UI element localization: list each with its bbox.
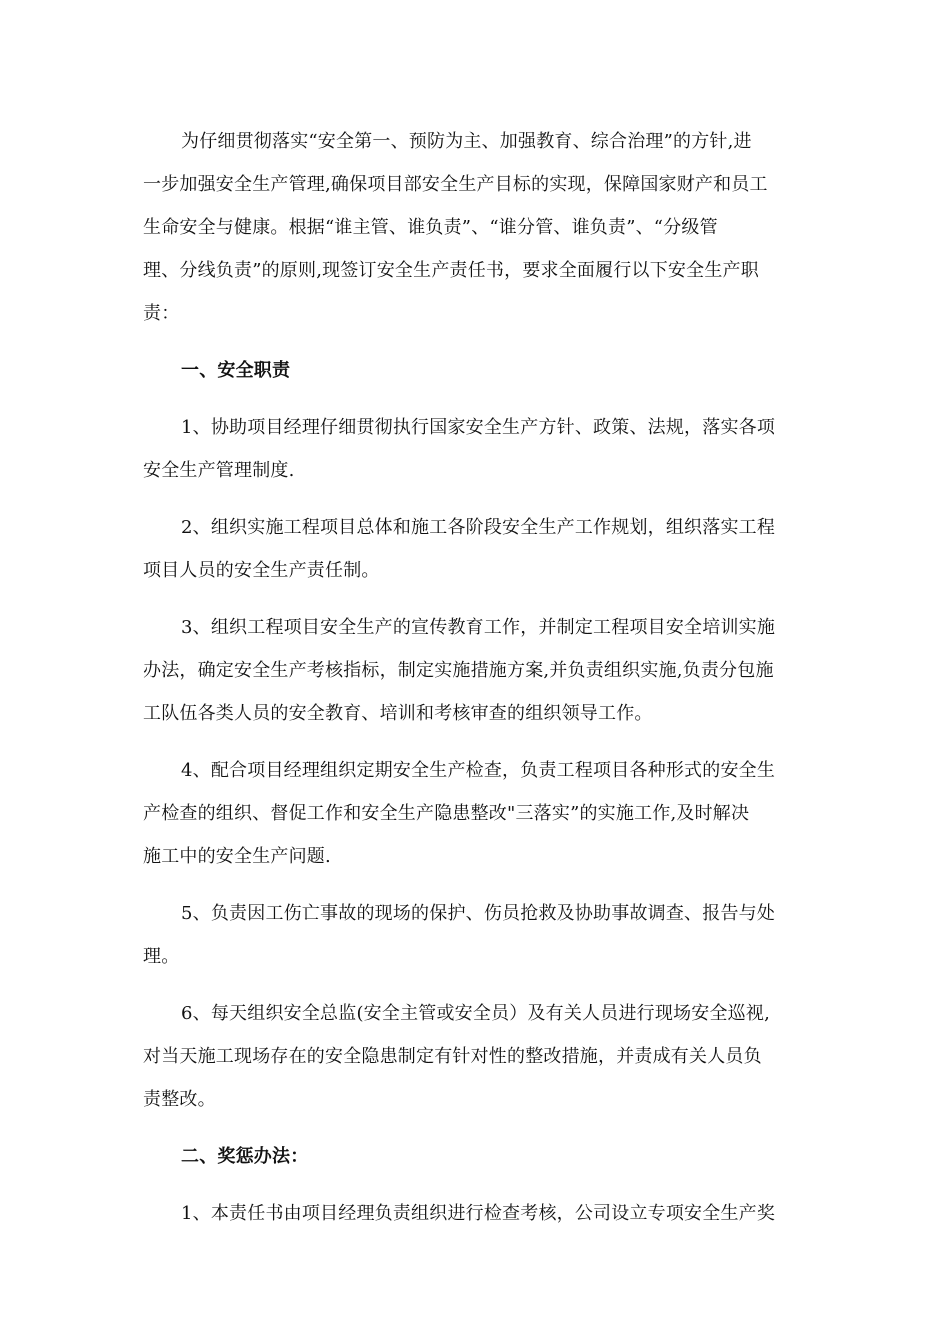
text-line: 理、分线负责”的原则,现签订安全生产责任书，要求全面履行以下安全生产职 (143, 260, 759, 281)
list-item (143, 506, 808, 592)
text-line: 6、每天组织安全总监(安全主管或安全员）及有关人员进行现场安全巡视, (181, 1003, 770, 1024)
list-item (143, 892, 808, 978)
intro-paragraph (143, 120, 808, 335)
text-line: 安全生产管理制度. (143, 460, 295, 481)
text-line: 3、组织工程项目安全生产的宣传教育工作，并制定工程项目安全培训实施 (181, 617, 776, 638)
text-line: 责整改。 (143, 1089, 216, 1110)
text-line: 生命安全与健康。根据“谁主管、谁负责”、“谁分管、谁负责”、“分级管 (143, 217, 718, 238)
text-line: 理。 (143, 946, 180, 967)
text-line: 5、负责因工伤亡事故的现场的保护、伤员抢救及协助事故调查、报告与处 (181, 903, 776, 924)
text-line: 1、本责任书由项目经理负责组织进行检查考核，公司设立专项安全生产奖 (181, 1203, 776, 1224)
text-line: 1、协助项目经理仔细贯彻执行国家安全生产方针、政策、法规，落实各项 (181, 417, 776, 438)
list-item (143, 406, 808, 492)
text-line: 责： (143, 303, 180, 324)
section1-heading: 一、安全职责 (181, 360, 291, 381)
text-line: 办法，确定安全生产考核指标，制定实施措施方案,并负责组织实施,负责分包施 (143, 660, 774, 681)
text-line: 2、组织实施工程项目总体和施工各阶段安全生产工作规划，组织落实工程 (181, 517, 776, 538)
list-item (143, 992, 808, 1121)
section-heading (143, 1135, 808, 1178)
list-item (143, 1192, 808, 1235)
text-line: 4、配合项目经理组织定期安全生产检查，负责工程项目各种形式的安全生 (181, 760, 776, 781)
document-page (143, 120, 808, 1235)
list-item (143, 606, 808, 735)
section-heading (143, 349, 808, 392)
text-line: 对当天施工现场存在的安全隐患制定有针对性的整改措施，并责成有关人员负 (143, 1046, 762, 1067)
text-line: 项目人员的安全生产责任制。 (143, 560, 380, 581)
text-line: 一步加强安全生产管理,确保项目部安全生产目标的实现，保障国家财产和员工 (143, 174, 768, 195)
text-line: 工队伍各类人员的安全教育、培训和考核审查的组织领导工作。 (143, 703, 653, 724)
list-item (143, 749, 808, 878)
section2-heading: 二、奖惩办法： (181, 1146, 309, 1167)
text-line: 施工中的安全生产问题. (143, 846, 331, 867)
text-line: 产检查的组织、督促工作和安全生产隐患整改"三落实”的实施工作,及时解决 (143, 803, 750, 824)
text-line: 为仔细贯彻落实“安全第一、预防为主、加强教育、综合治理”的方针,进 (181, 131, 752, 152)
